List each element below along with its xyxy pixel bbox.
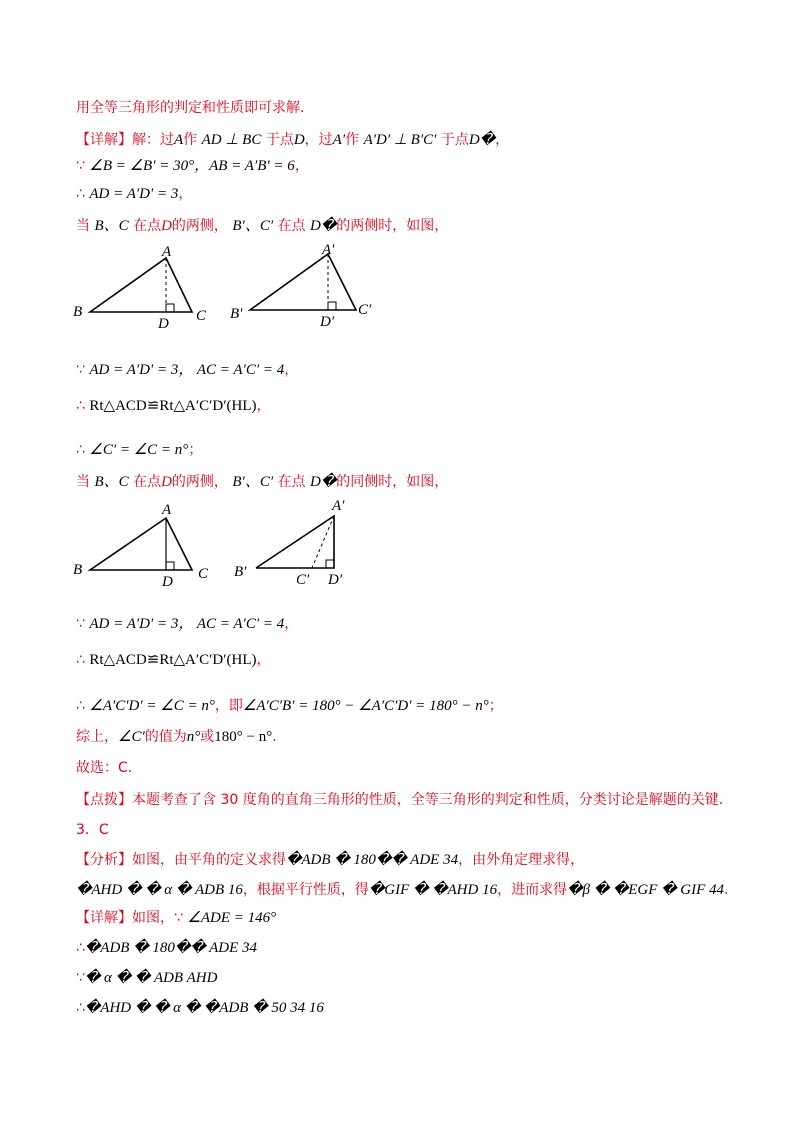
text-line-13: [76, 727, 277, 747]
text-line-1: 用全等三角形的判定和性质即可求解.: [76, 100, 305, 116]
math: D�: [310, 218, 337, 234]
math: �AHD � � α � ADB 16: [76, 882, 243, 898]
text: 在点: [133, 218, 162, 234]
text-line-12: [76, 696, 503, 716]
text: 于点: [440, 132, 469, 148]
label-a: A: [162, 244, 172, 260]
math: D: [161, 474, 172, 490]
math: B、C: [94, 474, 129, 490]
math: � α � � ADB AHD: [84, 970, 218, 986]
text: ，: [495, 132, 510, 148]
triangle-abd-prime: [256, 516, 334, 568]
text-line-5: [76, 216, 448, 236]
math: D�: [468, 132, 496, 148]
text: 在点: [133, 474, 162, 490]
therefore-symbol: ∴: [76, 652, 85, 668]
text-line-18: [76, 880, 728, 900]
therefore-symbol: ∴: [76, 940, 85, 956]
math: B、C: [94, 218, 129, 234]
text-line-7: [76, 396, 271, 416]
math: ∠A′C′D′ = ∠C = n°: [89, 698, 215, 714]
text: ，: [178, 186, 193, 202]
text: 解：过: [132, 132, 174, 148]
text: 的两侧时，如图，: [336, 218, 449, 234]
label-d-prime: D′: [320, 314, 335, 330]
label-c-prime: C′: [296, 572, 310, 588]
text-line-22: [76, 998, 324, 1018]
text: .: [724, 882, 729, 898]
text-line-6: [76, 360, 298, 380]
right-angle-mark: [166, 304, 174, 312]
therefore-symbol: ∴: [76, 698, 85, 714]
question-number: 3．C: [76, 822, 109, 838]
label-c-prime: C′: [358, 302, 372, 318]
text: 的值为: [144, 729, 187, 745]
therefore-symbol: ∴: [76, 442, 85, 458]
text: ，由外角定理求得，: [458, 852, 585, 868]
text: 的两侧，: [171, 218, 228, 234]
text: ，进而求得: [497, 882, 568, 898]
text: ，过: [304, 132, 333, 148]
math: Rt△ACD≌Rt△A′C′D′(HL): [89, 398, 257, 414]
math: 180° − n°: [214, 729, 273, 745]
math: D�: [310, 474, 337, 490]
math: Rt△ACD≌Rt△A′C′D′(HL): [89, 652, 257, 668]
math: ∠C′: [118, 729, 145, 745]
therefore-symbol: ∴: [76, 186, 85, 202]
right-angle-mark: [326, 560, 334, 568]
figure-2-triangles: [70, 498, 390, 594]
text-line-9: [76, 472, 448, 492]
math: A′: [332, 132, 346, 148]
math: n°: [186, 729, 201, 745]
text: 的同侧时，如图，: [336, 474, 449, 490]
because-symbol: ∵: [76, 362, 85, 378]
text: 的两侧，: [171, 474, 228, 490]
detail-bracket: 【详解】: [76, 132, 132, 148]
text-line-21: [76, 968, 217, 988]
text-line-20: [76, 938, 257, 958]
text-line-2: [76, 130, 509, 150]
math: ∠A′C′B′ = 180° − ∠A′C′D′ = 180° − n°: [242, 698, 489, 714]
math: AD = A′D′ = 3， AC = A′C′ = 4: [89, 616, 285, 632]
label-b-prime: B′: [230, 306, 243, 322]
because-symbol: ∵: [76, 158, 85, 174]
text: 作: [345, 132, 360, 148]
text: .: [272, 729, 277, 745]
math: AD ⊥ BC: [201, 132, 262, 148]
text: ，: [294, 158, 309, 174]
math: �ADB � 180�� ADE 34: [84, 940, 257, 956]
therefore-symbol: ∴: [76, 398, 85, 414]
text: 作: [183, 132, 198, 148]
math: B′、C′: [232, 474, 274, 490]
math: AD = A′D′ = 3， AC = A′C′ = 4: [89, 362, 285, 378]
text: 在点: [277, 474, 306, 490]
math: AD = A′D′ = 3: [89, 186, 179, 202]
label-b-prime: B′: [234, 564, 247, 580]
because-symbol: ∵: [76, 616, 85, 632]
label-a: A: [162, 502, 172, 518]
label-a-prime: A′: [322, 244, 335, 258]
math: ∠B = ∠B′ = 30°，AB = A′B′ = 6: [89, 158, 295, 174]
text: 当: [76, 474, 90, 490]
text-line-8: [76, 440, 202, 460]
math: �AHD � � α � �ADB � 50 34 16: [84, 1000, 324, 1016]
text: 于点: [265, 132, 294, 148]
because-symbol: ∵: [76, 970, 85, 986]
math: D: [161, 218, 172, 234]
text-line-19: [76, 908, 276, 928]
math: �ADB � 180�� ADE 34: [286, 852, 459, 868]
triangle-abc-prime: [250, 254, 356, 310]
text: ，根据平行性质，得: [242, 882, 369, 898]
figure-1-triangles: [70, 244, 390, 334]
text-line-14: 故选：C.: [76, 760, 133, 776]
label-c: C: [196, 308, 207, 324]
text: ，: [284, 362, 299, 378]
text: ；: [188, 442, 203, 458]
text: 当: [76, 218, 90, 234]
because-symbol: ∵: [174, 910, 183, 926]
label-b: B: [73, 562, 83, 578]
text: ，: [284, 616, 299, 632]
math: ∠ADE = 146°: [187, 910, 277, 926]
text: ，即: [214, 698, 243, 714]
right-angle-mark: [328, 302, 336, 310]
text: 【分析】如图，由平角的定义求得: [76, 852, 286, 868]
text: ；: [488, 698, 503, 714]
therefore-symbol: ∴: [76, 1000, 85, 1016]
text-line-10: [76, 614, 298, 634]
label-d-prime: D′: [328, 572, 343, 588]
text-line-11: [76, 650, 271, 670]
text-line-3: [76, 156, 309, 176]
math: ∠C′ = ∠C = n°: [89, 442, 189, 458]
math: �β � �EGF � GIF 44: [567, 882, 725, 898]
math: B′、C′: [232, 218, 274, 234]
text: ，: [256, 652, 271, 668]
right-angle-mark: [166, 562, 174, 570]
triangle-abc: [90, 518, 192, 570]
text-line-17: [76, 850, 584, 870]
text-line-4: [76, 184, 192, 204]
text: 综上，: [76, 729, 118, 745]
math: D: [293, 132, 305, 148]
triangle-abc: [90, 258, 192, 312]
text: 【详解】如图，: [76, 910, 174, 926]
text: ，: [256, 398, 271, 414]
label-a-prime: A′: [332, 498, 345, 514]
text-line-15: 【点拨】本题考查了含 30 度角的直角三角形的性质，全等三角形的判定和性质，分类讨论是解题的关键.: [76, 792, 724, 808]
math: �GIF � �AHD 16: [368, 882, 498, 898]
label-d: D: [162, 574, 173, 590]
math: A: [174, 132, 184, 148]
label-b: B: [73, 304, 83, 320]
label-c: C: [198, 566, 209, 582]
text: 或: [200, 729, 215, 745]
text: 在点: [277, 218, 306, 234]
label-d: D: [158, 316, 169, 332]
math: A′D′ ⊥ B′C′: [363, 132, 437, 148]
